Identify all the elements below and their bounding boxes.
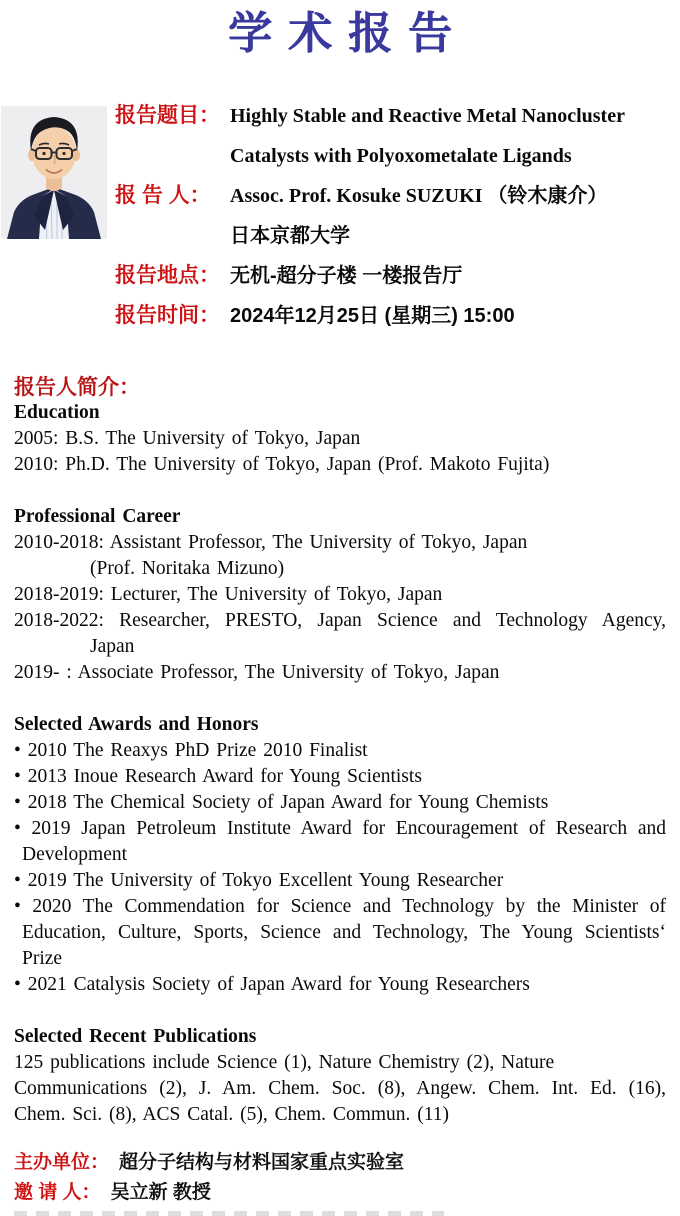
bio-line: (Prof. Noritaka Mizuno) (90, 558, 285, 579)
bio-line: • 2019 Japan Petroleum Institute Award for Encouragement of Research and (14, 818, 666, 839)
info-value: Catalysts with Polyoxometalate Ligands (230, 145, 572, 167)
bio-line: • 2019 The University of Tokyo Excellent Young Researcher (14, 870, 504, 891)
bio-line: • 2021 Catalysis Society of Japan Award for Young Researchers (14, 974, 530, 995)
bio-line: 2018-2019: Lecturer, The University of Tokyo, Japan (14, 584, 443, 605)
speaker-photo (1, 106, 107, 239)
footer-row (14, 1148, 666, 1178)
bio-sections (14, 400, 666, 1128)
footer-block (0, 1148, 680, 1208)
info-label: 报告题目： (115, 104, 220, 127)
bio-line: • 2010 The Reaxys PhD Prize 2010 Finalist (14, 740, 368, 761)
bio-line: 2010: Ph.D. The University of Tokyo, Japan (Prof. Makoto Fujita) (14, 454, 550, 475)
bio-line: • 2013 Inoue Research Award for Young Scientists (14, 766, 422, 787)
info-row (115, 262, 680, 302)
info-value: 无机-超分子楼 一楼报告厅 (230, 265, 463, 287)
bio-block (0, 374, 680, 1128)
info-row (115, 142, 680, 182)
info-value: 2024年12月25日 (星期三) 15:00 (230, 305, 515, 327)
section-heading: Professional Career (14, 506, 181, 527)
footer-value: 超分子结构与材料国家重点实验室 (119, 1152, 405, 1173)
header-block (0, 102, 680, 348)
bio-line: Education, Culture, Sports, Science and Technology, The Young Scientists‘ (22, 922, 666, 943)
section-heading: Selected Recent Publications (14, 1026, 257, 1047)
footer-label: 主办单位： (14, 1152, 110, 1173)
info-value: Assoc. Prof. Kosuke SUZUKI （铃木康介） (230, 185, 608, 207)
info-value: 日本京都大学 (230, 225, 350, 247)
section-heading: Education (14, 402, 100, 423)
clipped-text-fragment (14, 1211, 444, 1216)
bio-section (14, 504, 666, 686)
bio-line: 2010-2018: Assistant Professor, The University of Tokyo, Japan (14, 532, 528, 553)
bio-line: 2018-2022: Researcher, PRESTO, Japan Science and Technology Agency, (14, 610, 666, 631)
info-label: 报告地点： (115, 264, 220, 287)
section-heading: Selected Awards and Honors (14, 714, 259, 735)
bio-section (14, 400, 666, 478)
page-title: 学术报告 (228, 8, 468, 59)
bio-line: Communications (2), J. Am. Chem. Soc. (8), Angew. Chem. Int. Ed. (16), (14, 1078, 666, 1099)
info-row (115, 182, 680, 222)
footer-row (14, 1178, 666, 1208)
info-rows (115, 102, 680, 342)
bio-line: Prize (22, 948, 63, 969)
bio-line: • 2018 The Chemical Society of Japan Award for Young Chemists (14, 792, 549, 813)
info-label: 报告时间： (115, 304, 220, 327)
bio-line: 2019- : Associate Professor, The University of Tokyo, Japan (14, 662, 500, 683)
info-row (115, 102, 680, 142)
info-row (115, 222, 680, 262)
info-label: 报 告 人： (115, 184, 211, 207)
bio-heading: 报告人简介： (14, 375, 140, 399)
bio-line: • 2020 The Commendation for Science and Technology by the Minister of (14, 896, 666, 917)
speaker-photo-illustration (1, 106, 107, 239)
bio-line: 125 publications include Science (1), Nature Chemistry (2), Nature (14, 1052, 555, 1073)
info-row (115, 302, 680, 342)
bio-section (14, 712, 666, 998)
info-value: Highly Stable and Reactive Metal Nanocluster (230, 105, 625, 127)
bio-line: Chem. Sci. (8), ACS Catal. (5), Chem. Commun. (11) (14, 1104, 450, 1125)
footer-label: 邀 请 人： (14, 1182, 101, 1203)
bio-line: Development (22, 844, 128, 865)
bio-line: 2005: B.S. The University of Tokyo, Japan (14, 428, 361, 449)
bio-line: Japan (90, 636, 135, 657)
footer-value: 吴立新 教授 (110, 1182, 211, 1203)
bio-section (14, 1024, 666, 1128)
